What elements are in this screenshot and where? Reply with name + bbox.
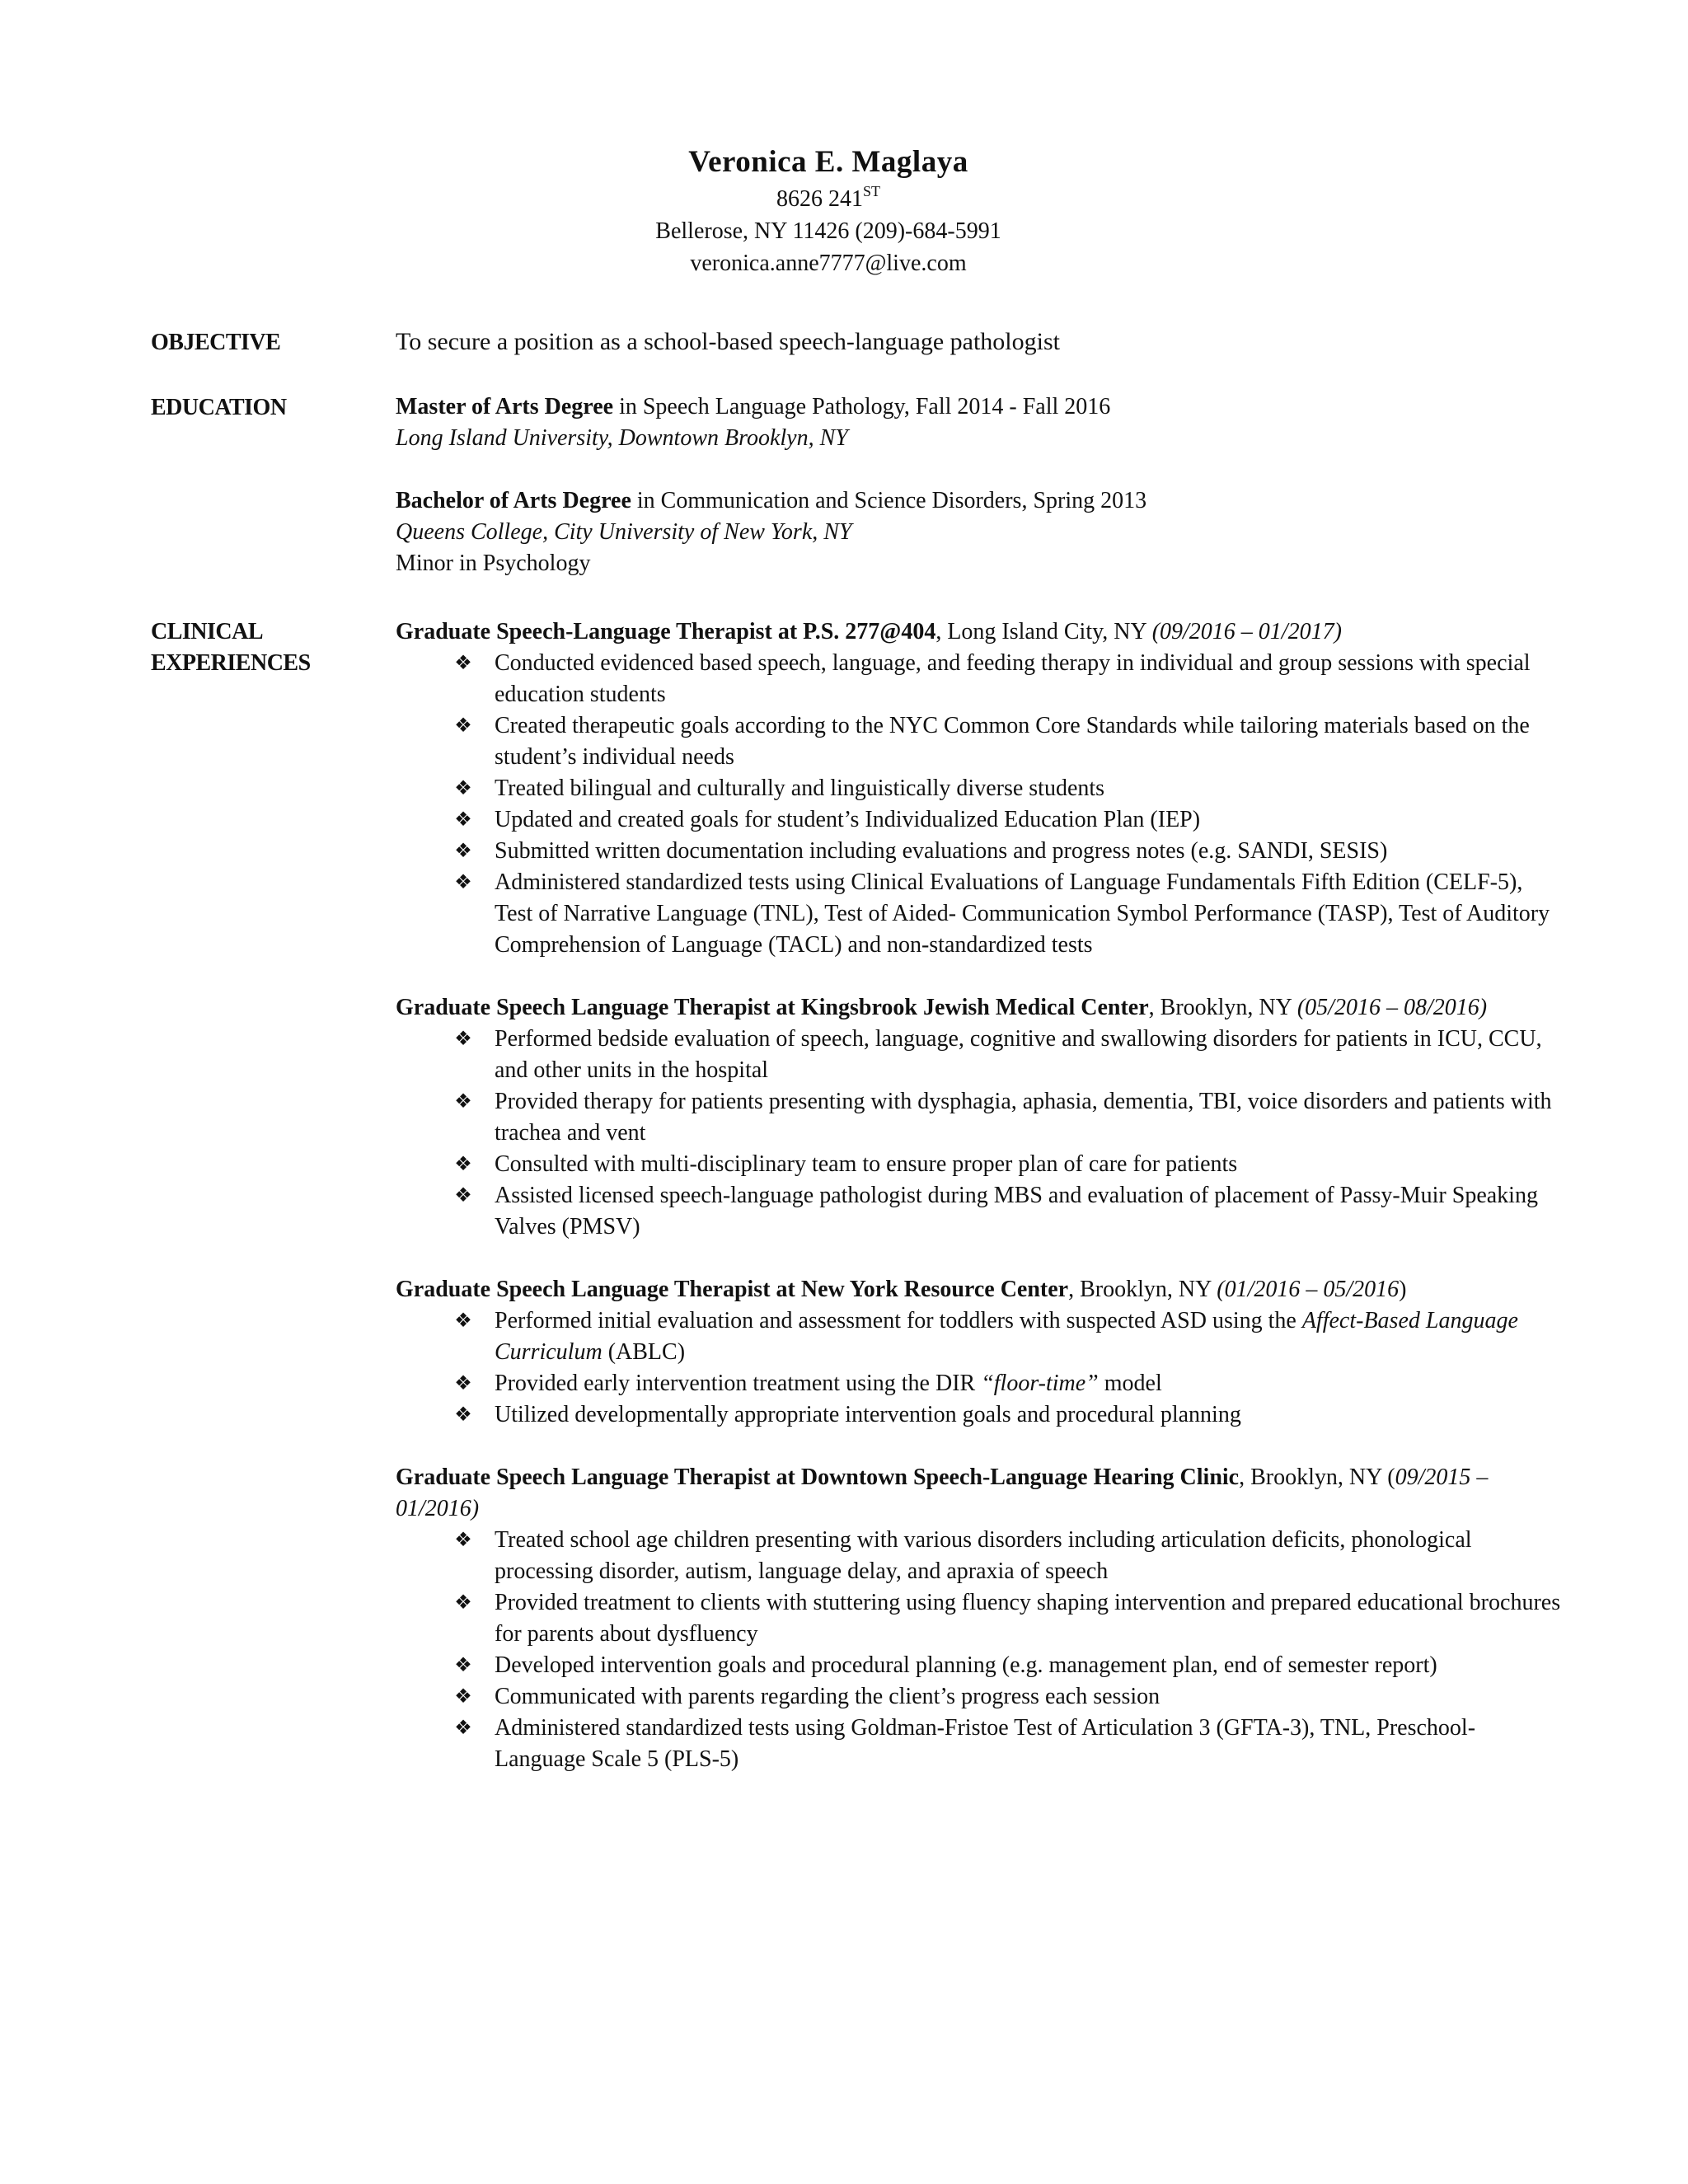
bullet-diamond-icon: ❖	[454, 1655, 472, 1676]
bullet-diamond-icon: ❖	[454, 1310, 472, 1332]
job-entry	[396, 616, 1566, 961]
job-location: , Brooklyn, NY	[1068, 1277, 1217, 1302]
bullet-diamond-icon: ❖	[454, 1185, 472, 1207]
bullet-diamond-icon: ❖	[454, 1530, 472, 1551]
bullet-diamond-icon: ❖	[454, 1091, 472, 1113]
list-item: ❖ Provided therapy for patients presenting with dysphagia, aphasia, dementia, TBI, voice disorders and patients with trachea and vent	[396, 1086, 1566, 1149]
job-bullets	[396, 1024, 1566, 1243]
job-title: Graduate Speech-Language Therapist at P.S. 277@404	[396, 619, 936, 644]
address-line-2: Bellerose, NY 11426 (209)-684-5991	[655, 218, 1001, 244]
list-item: ❖ Updated and created goals for student’s Individualized Education Plan (IEP)	[396, 804, 1566, 836]
candidate-name: Veronica E. Maglaya	[688, 145, 968, 179]
bullet-diamond-icon: ❖	[454, 1686, 472, 1708]
job-bullets	[396, 1525, 1566, 1775]
education-entry	[396, 391, 1566, 454]
list-item: ❖ Created therapeutic goals according to the NYC Common Core Standards while tailoring materials based on the student’s individual needs	[396, 710, 1566, 773]
bullet-diamond-icon: ❖	[454, 1154, 472, 1175]
list-item: ❖ Utilized developmentally appropriate intervention goals and procedural planning	[396, 1399, 1566, 1431]
list-item: ❖ Administered standardized tests using Goldman-Fristoe Test of Articulation 3 (GFTA-3), TNL, Preschool-Language Scale 5 (PLS-5)	[396, 1713, 1566, 1775]
bullet-diamond-icon: ❖	[454, 841, 472, 862]
degree-detail: in Communication and Science Disorders, Spring 2013	[631, 488, 1147, 513]
job-heading	[396, 1274, 1566, 1305]
job-dates: (01/2016 – 05/2016	[1217, 1277, 1400, 1302]
clinical-label-line1: CLINICAL	[151, 619, 264, 644]
email-address: veronica.anne7777@live.com	[690, 251, 967, 276]
clinical-label-line2: EXPERIENCES	[151, 650, 311, 676]
job-location: , Brooklyn, NY	[1148, 995, 1297, 1020]
bullet-diamond-icon: ❖	[454, 872, 472, 893]
list-item: ❖ Communicated with parents regarding the client’s progress each session	[396, 1681, 1566, 1713]
degree-name: Bachelor of Arts Degree	[396, 488, 631, 513]
degree-detail: in Speech Language Pathology, Fall 2014 - Fall 2016	[613, 394, 1111, 419]
objective-label: OBJECTIVE	[151, 330, 281, 355]
list-item: ❖ Treated bilingual and culturally and linguistically diverse students	[396, 773, 1566, 804]
objective-text: To secure a position as a school-based speech-language pathologist	[396, 328, 1060, 355]
list-item: ❖ Consulted with multi-disciplinary team to ensure proper plan of care for patients	[396, 1149, 1566, 1180]
job-dates-close: )	[1399, 1277, 1407, 1302]
school-name: Queens College, City University of New York, NY	[396, 519, 852, 545]
list-item: ❖ Submitted written documentation including evaluations and progress notes (e.g. SANDI, SESIS)	[396, 836, 1566, 867]
list-item: ❖ Conducted evidenced based speech, language, and feeding therapy in individual and group sessions with special education students	[396, 648, 1566, 710]
bullet-diamond-icon: ❖	[454, 778, 472, 799]
bullet-diamond-icon: ❖	[454, 1592, 472, 1614]
job-title: Graduate Speech Language Therapist at New York Resource Center	[396, 1277, 1069, 1302]
bullet-diamond-icon: ❖	[454, 1718, 472, 1739]
job-bullets	[396, 648, 1566, 961]
degree-name: Master of Arts Degree	[396, 394, 614, 419]
list-item: ❖ Developed intervention goals and procedural planning (e.g. management plan, end of semester report)	[396, 1650, 1566, 1681]
job-heading	[396, 616, 1566, 648]
street-address: 8626 241	[776, 186, 863, 212]
list-item: ❖ Performed bedside evaluation of speech, language, cognitive and swallowing disorders for patients in ICU, CCU, and other units in the hospital	[396, 1024, 1566, 1086]
job-entry	[396, 1462, 1566, 1775]
job-heading	[396, 1462, 1566, 1525]
list-item: ❖ Provided treatment to clients with stuttering using fluency shaping intervention and prepared educational brochures for parents about dysfluency	[396, 1587, 1566, 1650]
job-dates: (05/2016 – 08/2016)	[1296, 995, 1488, 1020]
job-dates: (09/2016 – 01/2017)	[1151, 619, 1342, 644]
street-suffix: ST	[862, 183, 880, 199]
job-entry	[396, 1274, 1566, 1431]
job-title: Graduate Speech Language Therapist at Kingsbrook Jewish Medical Center	[396, 995, 1149, 1020]
education-entry	[396, 485, 1566, 579]
education-label: EDUCATION	[151, 395, 287, 420]
job-location: , Long Island City, NY	[935, 619, 1152, 644]
job-entry	[396, 992, 1566, 1243]
job-heading	[396, 992, 1566, 1024]
list-item: ❖ Assisted licensed speech-language pathologist during MBS and evaluation of placement of Passy-Muir Speaking Valves (PMSV)	[396, 1180, 1566, 1243]
bullet-diamond-icon: ❖	[454, 1404, 472, 1426]
list-item: ❖ Provided early intervention treatment using the DIR “floor-time” model	[396, 1368, 1566, 1399]
clinical-section	[396, 616, 1566, 1775]
job-title: Graduate Speech Language Therapist at Downtown Speech-Language Hearing Clinic	[396, 1465, 1240, 1490]
job-location: , Brooklyn, NY (	[1239, 1465, 1395, 1490]
resume-header	[0, 142, 1657, 279]
list-item: ❖ Treated school age children presenting with various disorders including articulation deficits, phonological processing disorder, autism, language delay, and apraxia of speech	[396, 1525, 1566, 1587]
bullet-diamond-icon: ❖	[454, 653, 472, 674]
education-section	[396, 391, 1566, 579]
list-item: ❖ Administered standardized tests using Clinical Evaluations of Language Fundamentals Fifth Edition (CELF-5), Test of Narrative Language (TNL), Test of Aided- Communication Symbol Performance (TASP), Test of Auditory Comprehension of Language (TACL) and non-standardized tests	[396, 867, 1566, 961]
list-item: ❖ Performed initial evaluation and assessment for toddlers with suspected ASD using the Affect-Based Language Curriculum (ABLC)	[396, 1305, 1566, 1368]
bullet-diamond-icon: ❖	[454, 1029, 472, 1050]
bullet-diamond-icon: ❖	[454, 1373, 472, 1394]
bullet-diamond-icon: ❖	[454, 809, 472, 831]
school-name: Long Island University, Downtown Brooklyn, NY	[396, 425, 848, 451]
job-bullets	[396, 1305, 1566, 1431]
clinical-label	[151, 616, 311, 679]
job-dates: 09/2015 – 01/2016)	[396, 1465, 1489, 1521]
minor-text: Minor in Psychology	[396, 551, 591, 576]
bullet-diamond-icon: ❖	[454, 715, 472, 737]
address-line-1	[0, 183, 1657, 215]
